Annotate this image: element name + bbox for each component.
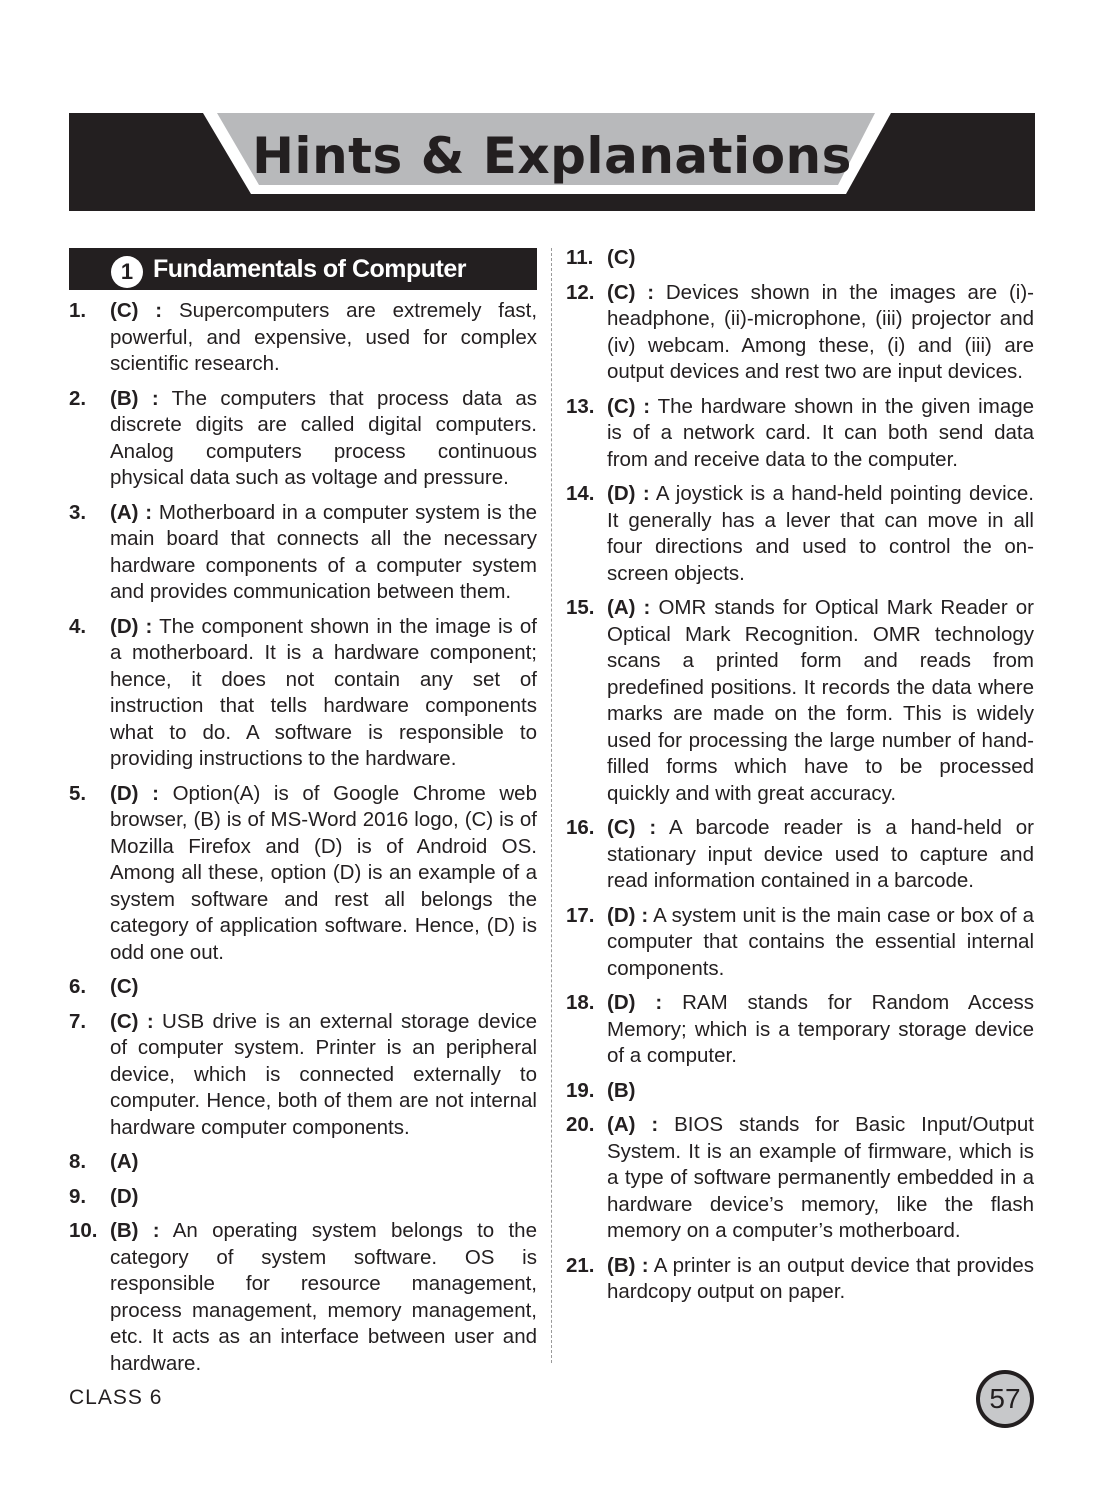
answer-option: (C) xyxy=(110,975,139,998)
answer-option: (C) : xyxy=(110,1009,154,1033)
answer-body xyxy=(110,1218,537,1377)
question-number: 2. xyxy=(69,386,87,410)
answer-body xyxy=(607,903,1034,983)
question-number: 20. xyxy=(566,1113,595,1136)
answer-body xyxy=(110,974,537,1001)
answer-item xyxy=(566,1253,1034,1306)
explanation-text: BIOS stands for Basic Input/Output System. It is an example of firmware, which is a type of software permanently embedded in a hardware device’s memory, like the flash memory on a computer’s motherboard. xyxy=(607,1113,1034,1242)
explanation-text: Motherboard in a computer system is the main board that connects all the necessary hardware components of a computer system and provides communication between them. xyxy=(110,500,537,603)
explanation-text: Supercomputers are extremely fast, powerful, and expensive, used for complex scientific research. xyxy=(110,299,538,375)
answer-item xyxy=(69,386,537,492)
explanation-text: The hardware shown in the given image is of a network card. It can both send data from and receive data to the computer. xyxy=(607,394,1035,471)
question-number: 7. xyxy=(69,1009,87,1033)
answer-option: (D) : xyxy=(110,781,159,805)
answer-option: (B) xyxy=(607,1078,636,1102)
answer-body xyxy=(110,614,537,773)
explanation-text: A joystick is a hand-held pointing device. It generally has a lever that can move in all four directions and used to control the on-screen objects. xyxy=(607,482,1034,585)
answer-item xyxy=(566,481,1034,587)
answer-body xyxy=(607,815,1034,895)
section-title: Fundamentals of Computer xyxy=(153,255,467,283)
answer-item xyxy=(69,1218,537,1377)
answer-option: (C) : xyxy=(607,280,655,304)
explanation-text: The computers that process data as discrete digits are called digital computers. Analog computers process continuous physical data such as voltage and pressure. xyxy=(110,386,538,489)
explanation-text: USB drive is an external storage device of computer system. Printer is an peripheral device, which is connected externally to computer. Hence, both of them are not internal hardware computer components. xyxy=(110,1009,537,1139)
answer-option: (D) : xyxy=(607,482,650,505)
explanation-text: A printer is an output device that provides hardcopy output on paper. xyxy=(607,1253,1034,1303)
question-number: 18. xyxy=(566,991,595,1014)
answer-body xyxy=(110,1149,537,1176)
answer-option: (B) : xyxy=(110,1219,160,1242)
explanation-text: A system unit is the main case or box of a computer that contains the essential internal components. xyxy=(607,903,1034,980)
answer-body xyxy=(607,990,1034,1070)
answer-list-right xyxy=(566,245,1034,1306)
left-column xyxy=(69,248,537,1385)
section-header xyxy=(69,248,537,290)
page-title: Hints & Explanations xyxy=(252,127,852,185)
explanation-text: The component shown in the image is of a motherboard. It is a hardware component; hence, it does not contain any set of instruction that tells hardware components what to do. A software is responsible to providing instructions to the hardware. xyxy=(110,614,538,770)
question-number: 13. xyxy=(566,394,595,418)
answer-body xyxy=(607,280,1034,386)
question-number: 8. xyxy=(69,1150,87,1173)
answer-option: (D) xyxy=(110,1184,139,1208)
question-number: 12. xyxy=(566,280,595,304)
question-number: 11. xyxy=(566,246,594,269)
answer-option: (D) : xyxy=(607,903,649,927)
answer-body xyxy=(110,298,537,378)
question-number: 16. xyxy=(566,816,595,839)
answer-item xyxy=(69,500,537,606)
explanation-text: Devices shown in the images are (i)-headphone, (ii)-microphone, (iii) projector and (iv) webcam. Among these, (i) and (iii) are output devices and rest two are input devices. xyxy=(607,280,1034,383)
question-number: 19. xyxy=(566,1078,595,1102)
page-number-badge xyxy=(974,1368,1036,1430)
answer-item xyxy=(69,298,537,378)
question-number: 15. xyxy=(566,596,595,619)
right-column xyxy=(566,245,1034,1314)
answer-option: (A) : xyxy=(607,596,651,619)
answer-body xyxy=(607,1078,1034,1105)
title-banner xyxy=(69,113,1035,211)
answer-item xyxy=(69,614,537,773)
column-divider xyxy=(551,248,552,1363)
question-number: 4. xyxy=(69,614,87,638)
answer-body xyxy=(110,386,537,492)
answer-body xyxy=(607,1253,1034,1306)
answer-item xyxy=(566,280,1034,386)
answer-item xyxy=(566,1112,1034,1245)
question-number: 10. xyxy=(69,1219,98,1242)
answer-option: (A) : xyxy=(607,1113,659,1136)
section-number-badge: 1 xyxy=(111,256,143,288)
answer-item xyxy=(566,903,1034,983)
answer-body xyxy=(607,245,1034,272)
explanation-text: Option(A) is of Google Chrome web browser, (B) is of MS-Word 2016 logo, (C) is of Mozilla Firefox and (D) is of Android OS. Among all these, option (D) is an example of a system software and rest all belongs the category of application software. Hence, (D) is odd one out. xyxy=(110,781,537,964)
answer-item xyxy=(566,245,1034,272)
question-number: 1. xyxy=(69,299,87,322)
answer-option: (A) xyxy=(110,1150,139,1173)
question-number: 21. xyxy=(566,1253,595,1277)
answer-body xyxy=(607,595,1034,807)
answer-item xyxy=(69,1149,537,1176)
answer-body xyxy=(110,500,537,606)
answer-item xyxy=(566,1078,1034,1105)
page-number: 57 xyxy=(989,1383,1021,1414)
answer-option: (B) : xyxy=(607,1253,649,1277)
explanation-text: OMR stands for Optical Mark Reader or Optical Mark Recognition. OMR technology scans a printed form and reads from predefined positions. It records the data where marks are made on the form. This is widely used for processing the large number of hand-filled forms which have to be processed quickly and with great accuracy. xyxy=(607,596,1034,805)
answer-body xyxy=(110,781,537,967)
answer-body xyxy=(110,1184,537,1211)
answer-item xyxy=(69,974,537,1001)
answer-option: (C) : xyxy=(110,299,163,322)
explanation-text: An operating system belongs to the category of system software. OS is responsible for resource management, process management, memory management, etc. It acts as an interface between user and hardware. xyxy=(110,1219,537,1375)
answer-option: (C) : xyxy=(607,394,651,418)
answer-body xyxy=(607,481,1034,587)
answer-item xyxy=(566,990,1034,1070)
answer-option: (D) : xyxy=(607,991,663,1014)
class-label: CLASS 6 xyxy=(69,1386,163,1409)
answer-item xyxy=(566,394,1034,474)
question-number: 3. xyxy=(69,500,87,524)
question-number: 9. xyxy=(69,1184,87,1208)
answer-option: (A) : xyxy=(110,500,153,524)
answer-item xyxy=(69,781,537,967)
question-number: 17. xyxy=(566,903,595,927)
explanation-text: A barcode reader is a hand-held or stationary input device used to capture and read information contained in a barcode. xyxy=(607,816,1034,892)
answer-list-left xyxy=(69,298,537,1377)
question-number: 5. xyxy=(69,781,87,805)
answer-item xyxy=(566,815,1034,895)
answer-option: (B) : xyxy=(110,386,159,410)
answer-body xyxy=(110,1009,537,1142)
question-number: 6. xyxy=(69,975,87,998)
answer-item xyxy=(69,1009,537,1142)
answer-option: (C) : xyxy=(607,816,657,839)
answer-option: (C) xyxy=(607,246,636,269)
answer-body xyxy=(607,1112,1034,1245)
answer-item xyxy=(566,595,1034,807)
answer-body xyxy=(607,394,1034,474)
explanation-text: RAM stands for Random Access Memory; which is a temporary storage device of a computer. xyxy=(607,991,1034,1067)
answer-option: (D) : xyxy=(110,614,153,638)
question-number: 14. xyxy=(566,482,595,505)
answer-item xyxy=(69,1184,537,1211)
